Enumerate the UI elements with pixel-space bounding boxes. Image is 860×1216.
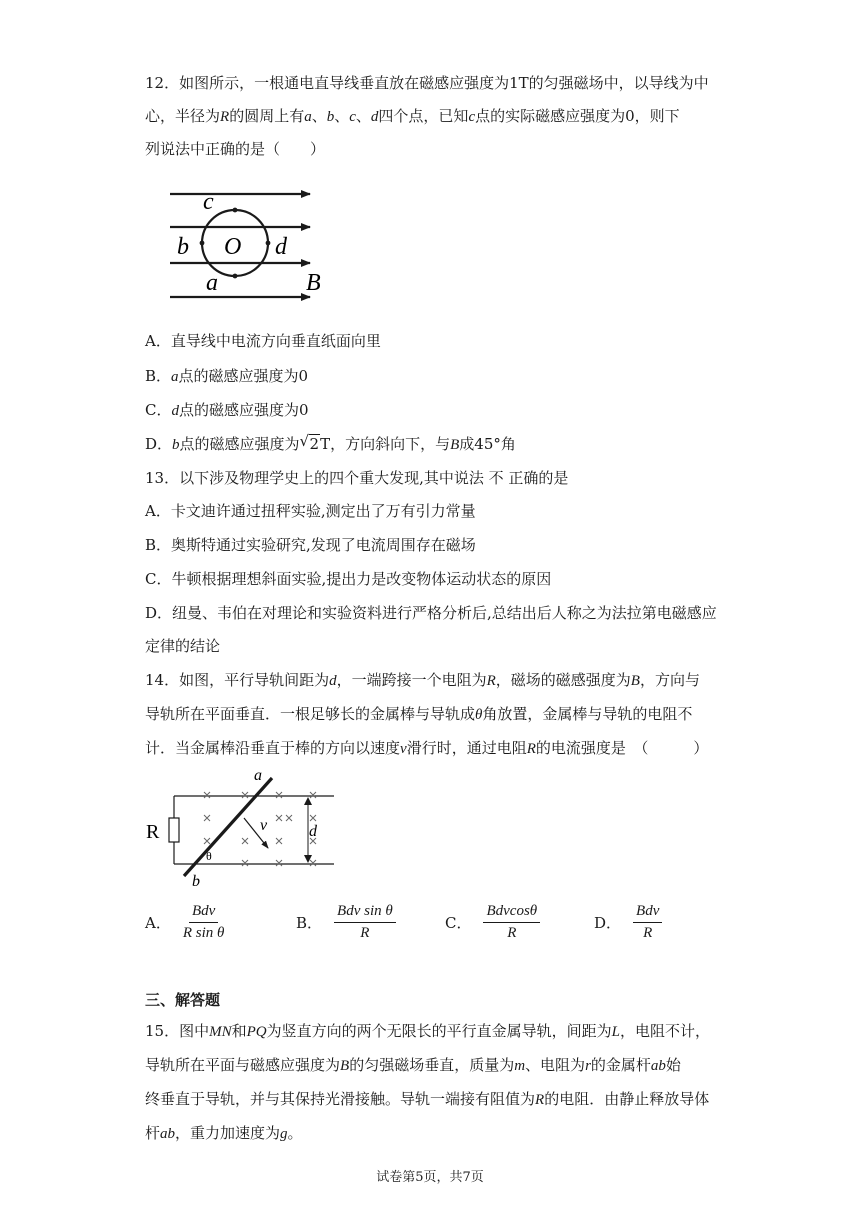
- q12-magnetic-field-figure: [160, 180, 340, 310]
- label-d: d: [275, 234, 287, 260]
- q15-stem-line4: 杆ab，重力加速度为g。: [145, 1124, 303, 1142]
- q13-option-c: C．牛顿根据理想斜面实验,提出力是改变物体运动状态的原因: [145, 570, 552, 588]
- q12-option-a: A．直导线中电流方向垂直纸面向里: [145, 332, 381, 350]
- q12-stem-line3: 列说法中正确的是（ ）: [145, 140, 326, 158]
- q12-stem-line1: 12．如图所示，一根通电直导线垂直放在磁感应强度为1T的匀强磁场中，以导线为中: [145, 74, 709, 92]
- q15-stem-line1: 15．图中MN和PQ为竖直方向的两个无限长的平行直金属导轨，间距为L，电阻不计，: [145, 1022, 710, 1040]
- q14-stem-line3: 计．当金属棒沿垂直于棒的方向以速度v滑行时，通过电阻R的电流强度是 （ ）: [145, 739, 709, 757]
- q13-stem: 13．以下涉及物理学史上的四个重大发现,其中说法 不 正确的是: [145, 469, 569, 487]
- q12-option-c: C．d点的磁感应强度为0: [145, 401, 309, 419]
- point-b-dot: [200, 241, 205, 246]
- page-footer: 试卷第5页，共7页: [376, 1170, 484, 1185]
- q14-option-a: A． $\frac{\text{Bdv}}{\text{R sin θ}}$: [145, 902, 225, 941]
- q14-stem-line1: 14．如图，平行导轨间距为d，一端跨接一个电阻为R，磁场的磁感强度为B，方向与: [145, 671, 700, 689]
- distance-label: d: [309, 823, 317, 840]
- label-O: O: [224, 234, 242, 260]
- velocity-label: v: [260, 817, 268, 834]
- q14-option-b: B． $\frac{\text{Bdv sin θ}}{R}$: [296, 900, 396, 944]
- q14-option-c: C． $\frac{\text{Bdvcosθ}}{R}$: [445, 900, 540, 944]
- q13-option-d-line2: 定律的结论: [145, 637, 221, 655]
- resistor-label: R: [146, 821, 160, 843]
- angle-label: θ: [206, 849, 212, 863]
- q15-stem-line2: 导轨所在平面与磁感应强度为B的匀强磁场垂直，质量为m、电阻为r的金属杆ab始: [145, 1056, 681, 1074]
- label-B: B: [306, 270, 321, 296]
- q12-stem-line2: 心，半径为R的圆周上有a、b、c、d四个点，已知c点的实际磁感应强度为0，则下: [145, 107, 680, 125]
- q15-stem-line3: 终垂直于导轨，并与其保持光滑接触。导轨一端接有阻值为R的电阻．由静止释放导体: [145, 1090, 710, 1108]
- label-a: a: [206, 270, 218, 296]
- sqrt-2: √ 2: [299, 432, 320, 453]
- distance-arrowhead-bottom: [304, 855, 312, 863]
- q12-option-d: D．b点的磁感应强度为 √ 2T，方向斜向下，与B成45°角: [145, 432, 516, 453]
- q14-rail-circuit-figure: [140, 766, 350, 892]
- fraction: $\frac{\text{Bdv}}{\text{R sin θ}}$: [182, 902, 225, 941]
- resistor: [169, 818, 179, 842]
- q14-option-d: D． $\frac{\text{Bdv}}{R}$: [594, 900, 662, 944]
- fraction: $\frac{\text{Bdvcosθ}}{R}$: [483, 903, 540, 942]
- q14-stem-line2: 导轨所在平面垂直．一根足够长的金属棒与导轨成θ角放置，金属棒与导轨的电阻不: [145, 705, 693, 723]
- fraction: $\frac{\text{Bdv sin θ}}{R}$: [334, 903, 396, 942]
- q12-option-b: B．a点的磁感应强度为0: [145, 367, 309, 385]
- rod-end-a-label: a: [254, 767, 262, 784]
- q13-option-d-line1: D．纽曼、韦伯在对理论和实验资料进行严格分析后,总结出后人称之为法拉第电磁感应: [145, 604, 717, 622]
- q13-option-a: A．卡文迪许通过扭秤实验,测定出了万有引力常量: [145, 502, 476, 520]
- label-b: b: [177, 234, 189, 260]
- metal-rod: [184, 778, 272, 876]
- rod-end-b-label: b: [192, 873, 200, 890]
- q13-option-b: B．奥斯特通过实验研究,发现了电流周围存在磁场: [145, 536, 476, 554]
- label-c: c: [203, 189, 214, 215]
- fraction: $\frac{\text{Bdv}}{R}$: [633, 903, 662, 942]
- point-d-dot: [266, 241, 271, 246]
- distance-arrowhead-top: [304, 797, 312, 805]
- point-a-dot: [233, 274, 238, 279]
- point-c-dot: [233, 208, 238, 213]
- section-heading: 三、解答题: [145, 991, 221, 1009]
